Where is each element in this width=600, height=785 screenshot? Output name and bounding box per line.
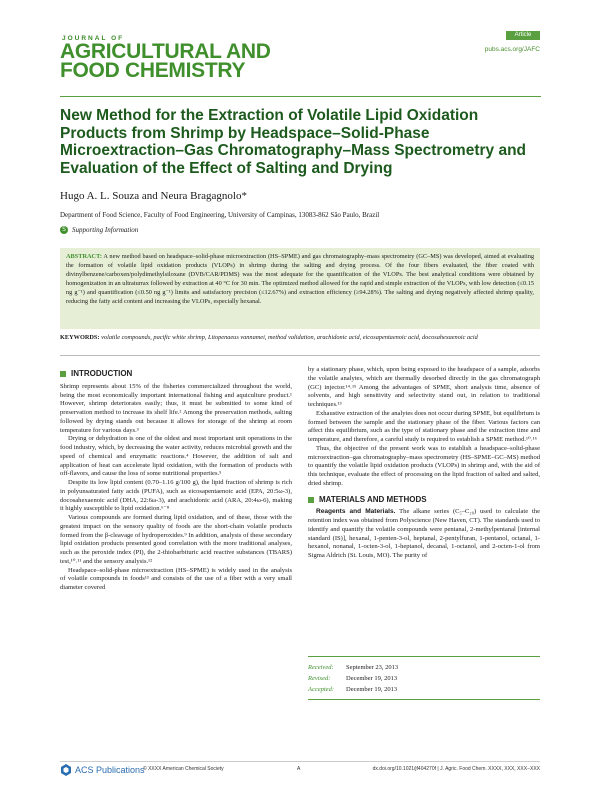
footer-divider <box>60 761 540 762</box>
paragraph: Thus, the objective of the present work was to establish a headspace–solid-phase microextraction–gas chromatography–mass spectrometry (HS–SPME–GC–MS) method to quantify the volatile lipid oxidation products (VLOPs) in shrimp and, with the aid of this technique, evaluate the effect of processing on the lipid fraction of salted and salted, dried shrimp. <box>308 444 540 487</box>
keywords-divider <box>60 355 540 356</box>
date-label: Received: <box>308 664 334 671</box>
journal-name-line1: AGRICULTURAL AND <box>60 40 271 63</box>
section-heading-introduction <box>60 370 292 379</box>
date-value: December 19, 2013 <box>346 686 398 693</box>
article-title: New Method for the Extraction of Volatile Lipid Oxidation Products from Shrimp by Headspace–Solid-Phase Microextraction–Gas Chromatography–Mass Spectrometry and Evaluation of the Effect of Salting and Drying <box>60 107 526 177</box>
article-type-badge: Article <box>506 31 540 40</box>
supporting-information-link[interactable] <box>60 226 138 234</box>
journal-logo <box>60 42 271 80</box>
abstract-text: A new method based on headspace–solid-phase microextraction (HS–SPME) and gas chromatography–mass spectrometry (GC–MS) was developed, aimed at evaluating the formation of volatile lipid oxidation products (VLOPs) in shrimp during the salting and drying process. Of the four fibers evaluated, the fiber coated with divinylbenzene/carboxen/polydimethylsiloxane (DVB/CAR/PDMS) was the most adequate for the quantification of the VLOPs. The best analytical conditions were obtained by homogenization in an ultraturrax followed by extraction at 40 °C for 30 min. The optimized method allowed for the rapid and simple extraction of the VLOPs, with low detection (≤0.15 ng g⁻¹) and quantification (≤0.50 ng g⁻¹) limits and satisfactory precision (≤12.67%) and extraction efficiency (≥94.28%). The salting and drying negatively affected shrimp quality, reducing the fatty acid content and increasing the VLOPs, especially hexanal. <box>66 253 534 306</box>
acs-publications-text: ACS Publications <box>75 765 145 775</box>
journal-name-line2: FOOD CHEMISTRY <box>60 59 246 82</box>
date-row <box>308 662 540 673</box>
copyright: © XXXX American Chemical Society <box>143 766 224 772</box>
keywords-label: KEYWORDS: <box>60 334 100 341</box>
supporting-info-icon: S <box>60 226 68 234</box>
subsection-heading: Reagents and Materials. <box>316 508 396 516</box>
date-row <box>308 673 540 684</box>
paragraph: Exhaustive extraction of the analytes does not occur during SPME, but equilibrium is formed between the sample and the stationary phase of the fiber. Various factors can affect this equilibrium, such as the type of stationary phase and the extraction time and temperature, and therefore, a careful study is required to establish a SPME method.¹⁰˒¹⁶ <box>308 409 540 443</box>
paragraph-text: The alkane series (C₅–C₂₀) used to calculate the retention index was obtained from Polyscience (New Haven, CT). The standards used to identify and quantify the volatile compounds were pentanal, 2-methylpentanal [internal standard (IS)], hexanal, 1-penten-3-ol, heptanal, 2-pentylfuran, 1-pentanol, octanal, 1-hexanol, nonanal, 1-octen-3-ol, 1-heptanol, decanal, 1-octanol, and 2-octen-1-ol from Sigma Aldrich (St. Louis, MO). The purity of <box>308 508 540 559</box>
left-column <box>60 370 292 593</box>
section-heading-text: MATERIALS AND METHODS <box>319 494 427 504</box>
section-heading-text: INTRODUCTION <box>71 369 133 378</box>
paragraph: Despite its low lipid content (0.70–1.16 g/100 g), the lipid fraction of shrimp is rich in polyunsaturated fatty acids (PUFA), such as eicosapentaenoic acid (EPA, 20:5ω-3), docosahexaenoic acid (DHA, 22:6ω-3), and arachidonic acid (ARA, 20:4ω-6), making it highly susceptible to lipid oxidation.⁶⁻⁸ <box>60 479 292 513</box>
paragraph: by a stationary phase, which, upon being exposed to the headspace of a sample, adsorbs the volatile analytes, which are thermally desorbed directly in the gas chromatograph (GC) injector.¹⁴˒¹⁵ Among the advantages of SPME, short analysis time, absence of solvents, and high sensitivity and selectivity stand out, in relation to traditional techniques.¹³ <box>308 366 540 408</box>
affiliation: Department of Food Science, Faculty of Food Engineering, University of Campinas, 13083-862 São Paulo, Brazil <box>60 211 380 219</box>
supporting-info-label: Supporting Information <box>72 226 139 234</box>
section-square-icon <box>308 497 314 503</box>
date-label: Accepted: <box>308 686 334 693</box>
paragraph: Shrimp represents about 15% of the fisheries commercialized throughout the world, being the most economically important international fishing and aquiculture product.¹ However, shrimp deteriorates easily; thus, it must be submitted to some kind of preservation method to increase its shelf life.² Among the preservation methods, salting followed by drying stands out because it allows for storage of the shrimp at room temperature for various days.³ <box>60 382 292 434</box>
abstract <box>66 252 534 307</box>
right-column <box>308 366 540 561</box>
section-heading-materials <box>308 496 540 505</box>
doi-citation[interactable]: dx.doi.org/10.1021/jf404270f | J. Agric. Food Chem. XXXX, XXX, XXX−XXX <box>372 766 540 772</box>
section-square-icon <box>60 371 66 377</box>
date-value: December 19, 2013 <box>346 675 398 682</box>
abstract-label: ABSTRACT: <box>66 253 102 260</box>
header-divider <box>60 96 541 97</box>
keywords <box>60 333 540 342</box>
journal-url[interactable]: pubs.acs.org/JAFC <box>484 46 540 53</box>
date-value: September 23, 2013 <box>346 664 399 671</box>
date-row <box>308 684 540 695</box>
date-label: Revised: <box>308 675 331 682</box>
paragraph: Drying or dehydration is one of the oldest and most important unit operations in the food industry, which, by decreasing the water activity, reduces microbial growth and the speed of chemical and enzymatic reactions.⁴ However, the addition of salt and application of heat can accelerate lipid oxidation, with the formation of products with off-flavors, and cause the loss of some nutritional properties.⁵ <box>60 435 292 478</box>
keywords-text: volatile compounds, pacific white shrimp, Litopenaeus vannamei, method validation, arachidonic acid, eicosapentaenoic acid, docosahexaenoic acid <box>101 334 478 341</box>
acs-hexagon-icon <box>60 764 72 776</box>
article-dates <box>308 656 540 700</box>
paragraph <box>308 508 540 561</box>
page-number: A <box>297 766 301 772</box>
authors: Hugo A. L. Souza and Neura Bragagnolo* <box>60 190 247 202</box>
paragraph: Various compounds are formed during lipid oxidation, and of these, those with the greatest impact on the sensory quality of foods are the short-chain volatile products formed from the β-cleavage of hydroperoxides.⁹ In addition, analysis of these secondary lipid oxidation products presented good correlation with the more traditional analyses, such as the peroxide index (PI), the 2-thiobarbituric acid reactive substances (TBARS) test,¹⁰˒¹¹ and the sensory analysis.¹² <box>60 514 292 565</box>
journal-prefix: JOURNAL OF <box>62 35 125 42</box>
acs-publications-logo <box>60 764 145 776</box>
paragraph: Headspace–solid-phase microextraction (HS–SPME) is widely used in the analysis of volatile compounds in foods¹³ and consists of the use of a fiber with a very small diameter covered <box>60 566 292 591</box>
